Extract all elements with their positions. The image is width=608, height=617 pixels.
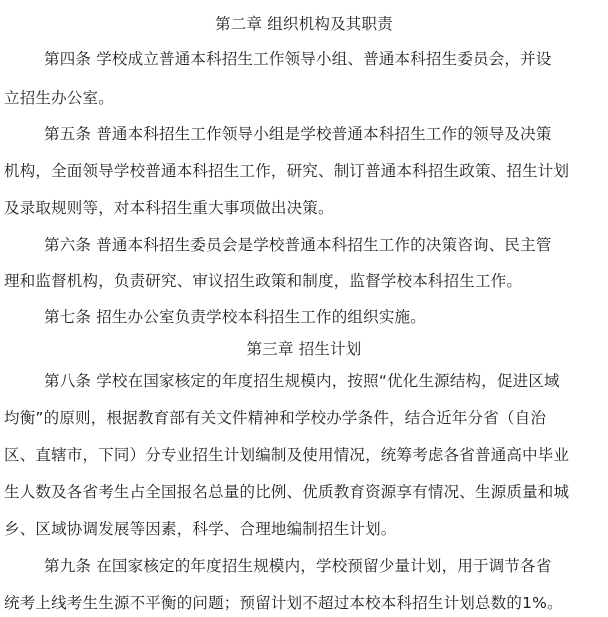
article-6-line-1: 第六条 普通本科招生委员会是学校普通本科招生工作的决策咨询、民主管 xyxy=(44,236,552,254)
article-7-line-1: 第七条 招生办公室负责学校本科招生工作的组织实施。 xyxy=(44,308,426,326)
article-5-line-2: 机构，全面领导学校普通本科招生工作，研究、制订普通本科招生政策、招生计划 xyxy=(4,162,570,180)
article-8-line-5: 乡、区域协调发展等因素，科学、合理地编制招生计划。 xyxy=(4,520,397,538)
article-8-line-4: 生人数及各省考生占全国报名总量的比例、优质教育资源享有情况、生源质量和城 xyxy=(4,483,570,501)
article-5-line-1: 第五条 普通本科招生工作领导小组是学校普通本科招生工作的领导及决策 xyxy=(44,125,552,143)
chapter-3-title: 第三章 招生计划 xyxy=(246,340,362,358)
article-8-line-1: 第八条 学校在国家核定的年度招生规模内，按照“优化生源结构，促进区域 xyxy=(44,372,560,390)
article-9-line-1: 第九条 在国家核定的年度招生规模内，学校预留少量计划，用于调节各省 xyxy=(44,557,552,575)
article-9-line-2: 统考上线考生生源不平衡的问题；预留计划不超过本校本科招生计划总数的1%。 xyxy=(4,594,563,612)
article-8-line-2: 均衡”的原则，根据教育部有关文件精神和学校办学条件，结合近年分省（自治 xyxy=(4,409,547,427)
chapter-2-title: 第二章 组织机构及其职责 xyxy=(215,15,393,33)
article-5-line-3: 及录取规则等，对本科招生重大事项做出决策。 xyxy=(4,199,334,217)
article-6-line-2: 理和监督机构，负责研究、审议招生政策和制度，监督学校本科招生工作。 xyxy=(4,272,523,290)
article-4-line-1: 第四条 学校成立普通本科招生工作领导小组、普通本科招生委员会，并设 xyxy=(44,50,552,68)
article-4-line-2: 立招生办公室。 xyxy=(4,89,114,107)
article-8-line-3: 区、直辖市，下同）分专业招生计划编制及使用情况，统筹考虑各省普通高中毕业 xyxy=(4,446,570,464)
